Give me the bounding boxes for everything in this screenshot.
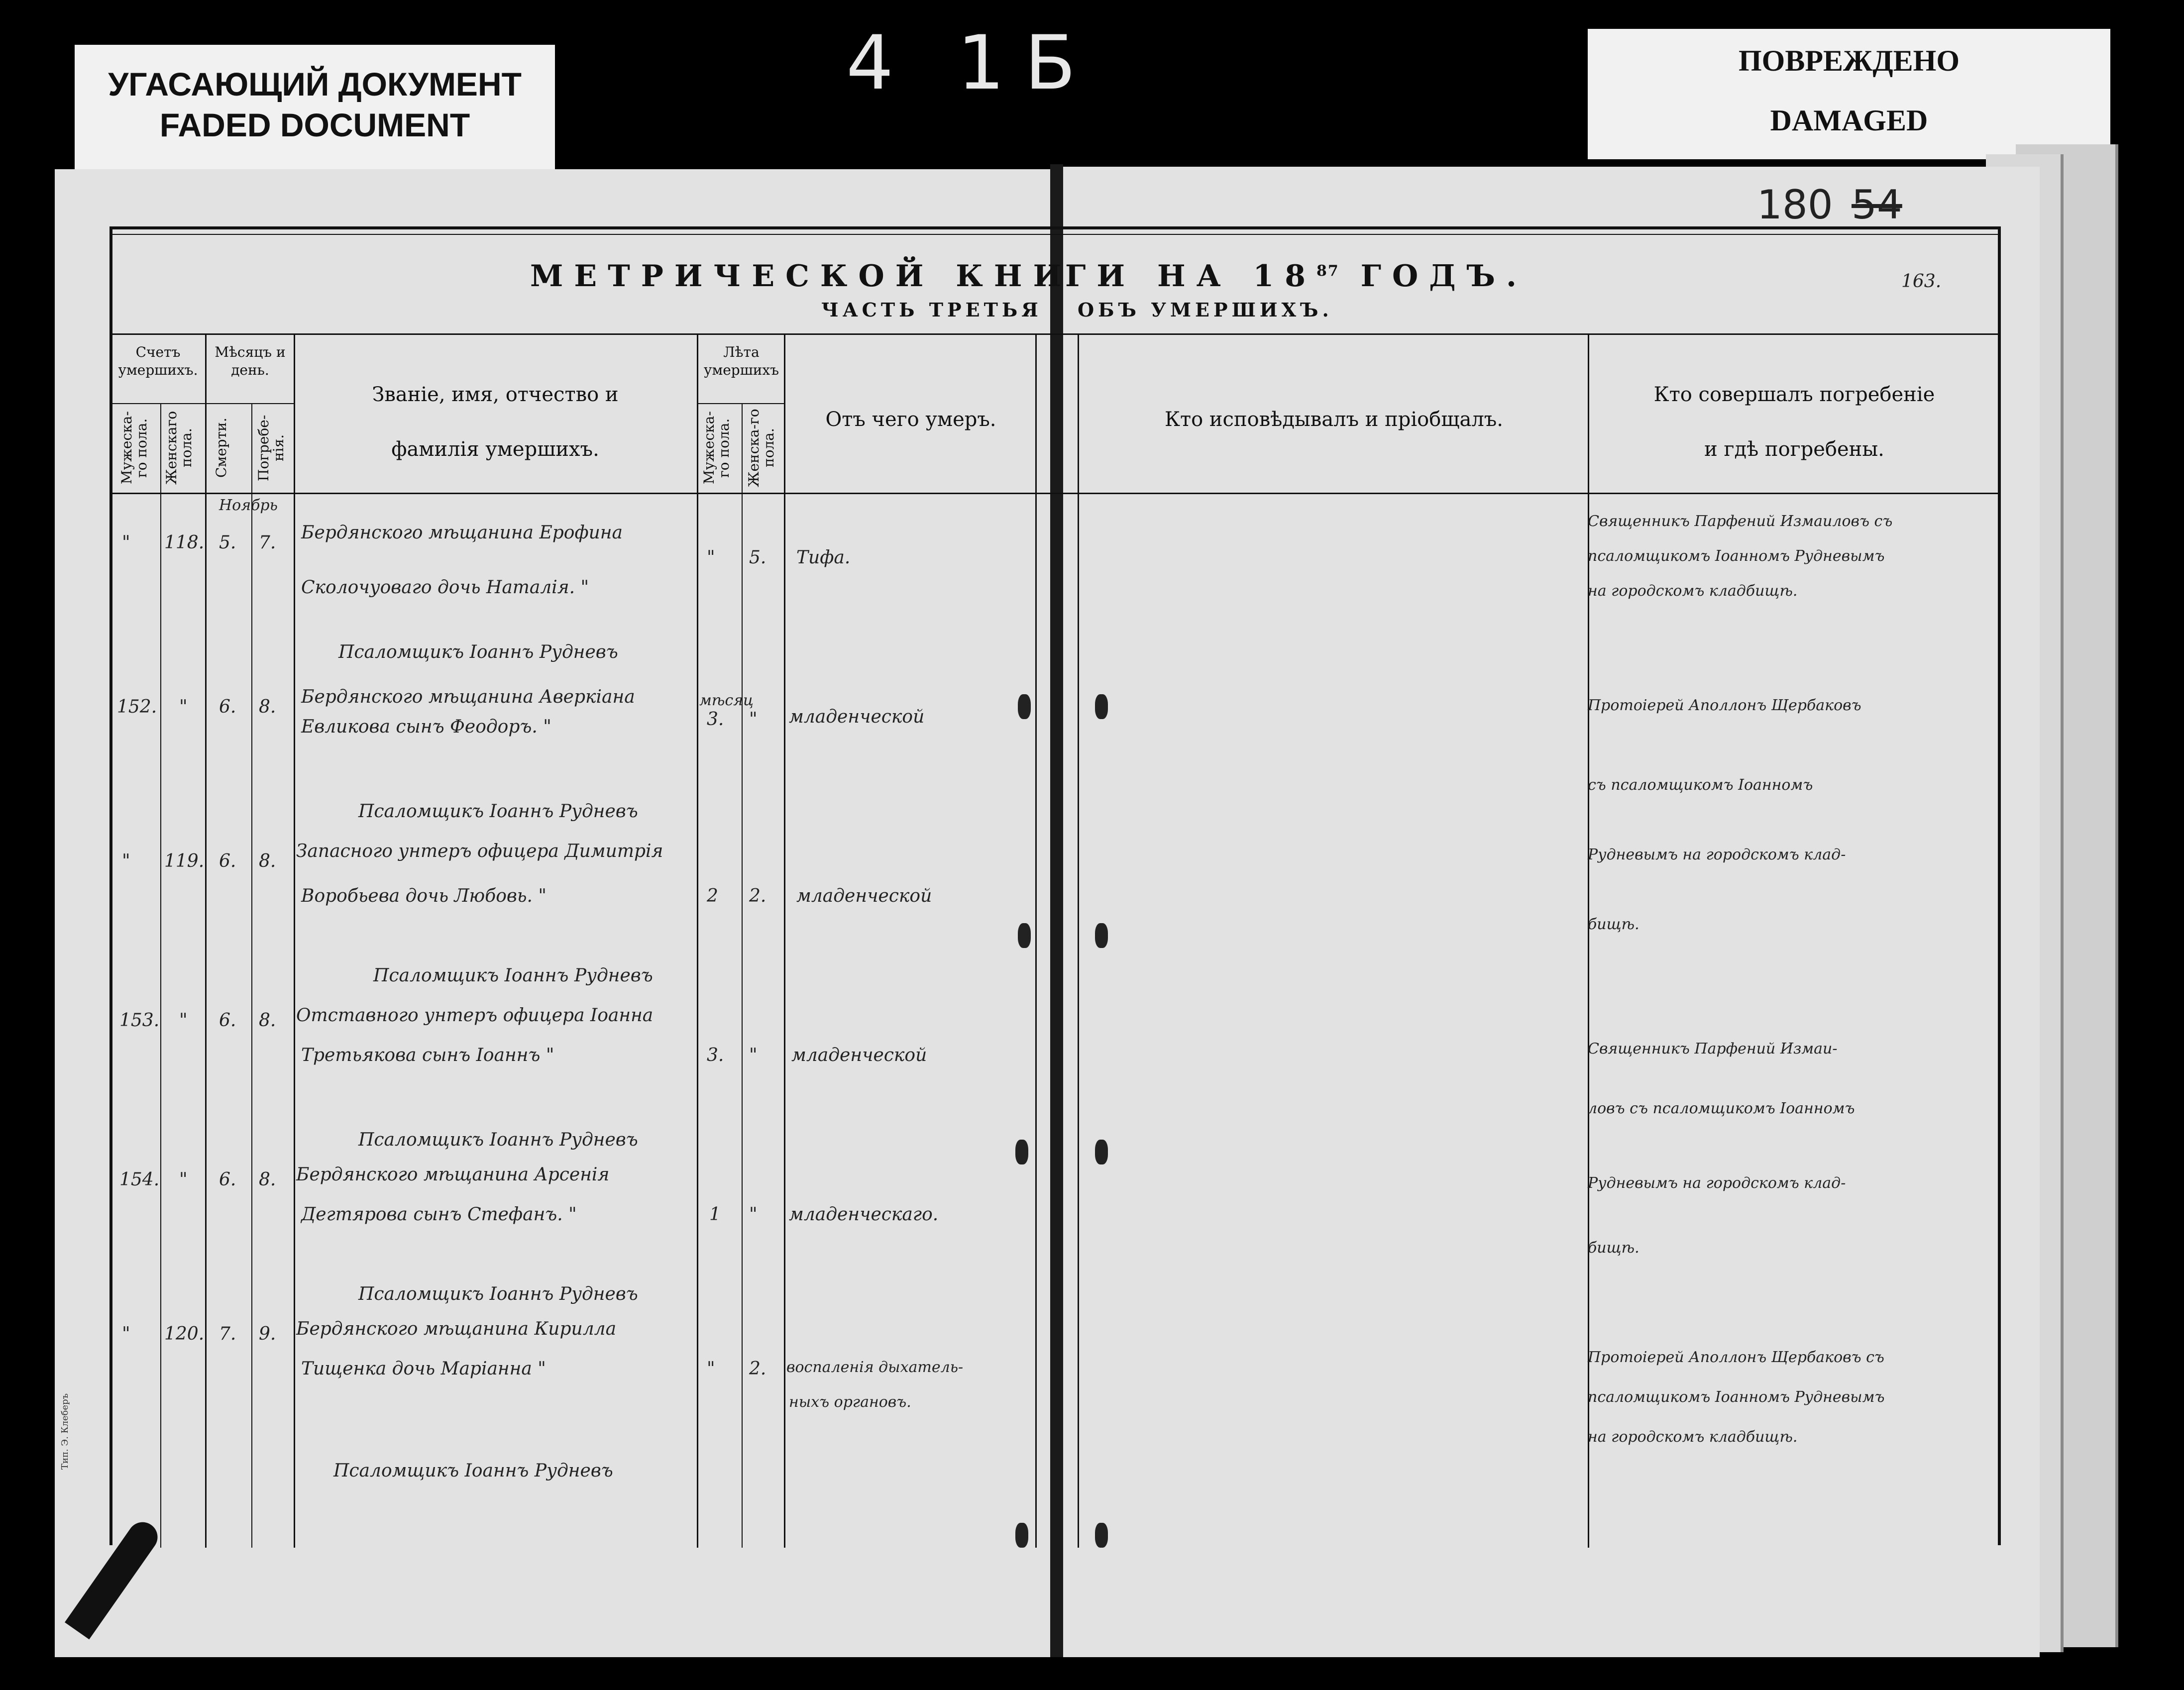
entry-age-male: 3.: [707, 709, 724, 730]
entry-burial-line: бищѣ.: [1588, 1239, 1639, 1257]
sub-rule: [109, 403, 294, 404]
entry-burial-line: на городскомъ кладбищѣ.: [1588, 1428, 1798, 1446]
entry-name-line: Бердянского мѣщанина Ерофина: [301, 523, 623, 543]
entry-burial-line: псаломщикомъ Іоанномъ Рудневымъ: [1588, 547, 1885, 565]
year-suffix: 87: [1316, 262, 1339, 280]
entry-name-line: Отставного унтеръ офицера Іоанна: [296, 1005, 654, 1026]
entry-burial-line: Рудневымъ на городскомъ клад-: [1588, 1174, 1846, 1192]
faded-label-ru: УГАСАЮЩИЙ ДОКУМЕНТ: [108, 66, 522, 103]
film-number: 4 1Б: [846, 20, 1096, 106]
book-title-left: МЕТРИЧЕСКОЙ КНИ: [530, 259, 1073, 294]
col-count-male: Мужеска-го пола.: [118, 411, 150, 485]
col-name-line2: фамилія умершихъ.: [391, 438, 599, 461]
col-divider: [784, 333, 785, 1548]
binding-hole: [1015, 1523, 1028, 1548]
col-name-line1: Званіе, имя, отчество и: [372, 383, 619, 406]
col-burial-date: Погребе-нія.: [255, 415, 287, 481]
entry-name-line: Дегтярова сынъ Стефанъ. ": [301, 1204, 577, 1225]
month-note: Ноябрь: [219, 497, 278, 514]
section-sub-right: ОБЪ УМЕРШИХЪ.: [1078, 299, 1333, 321]
col-age-male: Мужеска-го пола.: [701, 411, 732, 485]
entry-death-date: 6.: [219, 1010, 236, 1031]
col-divider: [1078, 333, 1079, 1548]
entry-burial-date: 8.: [259, 1169, 276, 1190]
entry-burial-line: псаломщикомъ Іоанномъ Рудневымъ: [1588, 1388, 1885, 1406]
entry-age-male: 3.: [707, 1045, 724, 1065]
entry-burial-date: 8.: [259, 697, 276, 717]
entry-male-no: ": [122, 532, 130, 553]
entry-name-line: Бердянского мѣщанина Кирилла: [296, 1319, 617, 1339]
binding-hole: [1018, 923, 1031, 948]
entry-burial-line: Рудневымъ на городскомъ клад-: [1588, 846, 1846, 863]
sub-divider: [160, 403, 161, 1548]
entry-cause-line2: ныхъ органовъ.: [789, 1393, 911, 1411]
entry-burial-line: Протоіерей Аполлонъ Щербаковъ: [1588, 697, 1861, 714]
entry-name-line: Псаломщикъ Іоаннъ Рудневъ: [338, 642, 618, 662]
entry-age-male: 2: [707, 886, 718, 906]
col-confessor: Кто исповѣдывалъ и пріобщалъ.: [1165, 408, 1503, 431]
entry-name-line: Псаломщикъ Іоаннъ Рудневъ: [358, 1284, 638, 1304]
entry-name-line: Псаломщикъ Іоаннъ Рудневъ: [333, 1461, 613, 1481]
section-sub-left: ЧАСТЬ ТРЕТЬЯ: [821, 299, 1042, 321]
entry-female-no: ": [179, 1010, 188, 1031]
entry-male-no: ": [122, 851, 130, 871]
entry-male-no: 153.: [119, 1010, 160, 1031]
entry-female-no: 120.: [164, 1324, 205, 1344]
entry-male-no: 152.: [117, 697, 157, 717]
col-burial-line2: и гдѣ погребены.: [1704, 438, 1884, 461]
col-divider: [294, 333, 295, 1548]
book-title-end: ГОДЪ.: [1360, 259, 1528, 294]
col-cause: Отъ чего умеръ.: [825, 408, 996, 431]
entry-age-female: ": [749, 1204, 758, 1225]
entry-age-male: ": [707, 1359, 715, 1379]
entry-name-line: Сколочуоваго дочь Наталія. ": [301, 577, 589, 598]
entry-female-no: 119.: [164, 851, 205, 871]
binding-hole: [1015, 1140, 1028, 1164]
page-stamp-number: 180: [1757, 182, 1833, 228]
entry-burial-line: съ псаломщикомъ Іоанномъ: [1588, 776, 1813, 794]
entry-age-female: 5.: [749, 547, 766, 568]
entry-name-line: Третьякова сынъ Іоаннъ ": [301, 1045, 554, 1065]
col-count-heading: Счетъ умершихъ.: [118, 344, 198, 378]
page-crossed-number: 54: [1852, 182, 1902, 228]
faded-document-label: [75, 45, 555, 169]
entry-name-line: Бердянского мѣщанина Аверкіана: [301, 687, 635, 707]
entry-male-no: 154.: [119, 1169, 160, 1190]
entry-burial-line: Протоіерей Аполлонъ Щербаковъ съ: [1588, 1349, 1884, 1366]
faded-label-en: FADED DOCUMENT: [159, 106, 470, 143]
entry-burial-line: Священникъ Парфений Измаиловъ съ: [1588, 513, 1893, 530]
entry-age-male: ": [707, 547, 715, 568]
header-rule: [109, 333, 2001, 335]
entry-age-female: 2.: [749, 886, 766, 906]
entry-name-line: Запасного унтеръ офицера Димитрія: [296, 841, 663, 861]
sub-divider: [742, 403, 743, 1548]
col-divider: [205, 333, 207, 1548]
entry-death-date: 5.: [219, 532, 236, 553]
damaged-label: [1588, 29, 2110, 159]
entry-age-female: 2.: [749, 1359, 766, 1379]
frame-left: [109, 226, 112, 1545]
col-month-heading: Мѣсяцъ и день.: [215, 344, 286, 378]
entry-name-line: Бердянского мѣщанина Арсенія: [296, 1164, 610, 1185]
entry-female-no: ": [179, 1169, 188, 1190]
entry-burial-date: 9.: [259, 1324, 276, 1344]
book-title-mid: ГИ НА 18: [1065, 259, 1316, 294]
entry-death-date: 6.: [219, 851, 236, 871]
entry-male-no: ": [122, 1324, 130, 1344]
sub-divider: [251, 403, 252, 1548]
entry-name-line: Тищенка дочь Маріанна ": [301, 1359, 546, 1379]
binding-hole: [1018, 694, 1031, 719]
entry-age-male: 1: [709, 1204, 721, 1225]
entry-age-female: ": [749, 709, 758, 730]
entry-name-line: Воробьева дочь Любовь. ": [301, 886, 546, 906]
entry-death-date: 6.: [219, 1169, 236, 1190]
col-count-female: Женскаго пола.: [163, 411, 195, 485]
entry-female-no: 118.: [164, 532, 205, 553]
entry-cause: младенческой: [789, 707, 925, 727]
entry-burial-line: на городскомъ кладбищѣ.: [1588, 582, 1798, 600]
binding-hole: [1095, 1140, 1108, 1164]
column-head-rule: [109, 493, 2001, 494]
frame-top-inner: [109, 234, 2001, 235]
sub-rule: [697, 403, 785, 404]
col-burial-line1: Кто совершалъ погребеніе: [1653, 383, 1935, 406]
entry-burial-date: 7.: [259, 532, 276, 553]
damaged-label-ru: ПОВРЕЖДЕНО: [1739, 44, 1960, 77]
entry-burial-date: 8.: [259, 1010, 276, 1031]
entry-cause: младенческой: [796, 886, 932, 906]
entry-cause: младенческой: [791, 1045, 927, 1065]
entry-burial-line: ловъ съ псаломщикомъ Іоанномъ: [1588, 1100, 1855, 1117]
entry-name-line: Евликова сынъ Феодоръ. ": [301, 717, 551, 737]
col-age-heading: Лѣта умершихъ: [703, 344, 779, 378]
entry-cause: воспаленія дыхатель-: [786, 1359, 964, 1376]
book-title-right: [1065, 259, 1528, 294]
frame-right: [1998, 226, 2001, 1545]
entry-death-date: 6.: [219, 697, 236, 717]
entry-burial-line: бищѣ.: [1588, 916, 1639, 933]
entry-name-line: Псаломщикъ Іоаннъ Рудневъ: [358, 801, 638, 822]
entry-death-date: 7.: [219, 1324, 236, 1344]
printer-mark: Тип. Э. Клеберъ: [60, 1393, 70, 1470]
folio-number: 163.: [1901, 271, 1942, 292]
entry-age-female: ": [749, 1045, 758, 1065]
book-binding: [1050, 164, 1063, 1657]
entry-name-line: Псаломщикъ Іоаннъ Рудневъ: [373, 965, 653, 986]
col-divider: [1035, 333, 1037, 1548]
frame-top: [109, 226, 2001, 229]
entry-cause: Тифа.: [796, 547, 851, 568]
entry-name-line: Псаломщикъ Іоаннъ Рудневъ: [358, 1130, 638, 1150]
entry-age-note: мѣсяц: [699, 692, 754, 709]
entry-female-no: ": [179, 697, 188, 717]
binding-hole: [1095, 923, 1108, 948]
binding-hole: [1095, 1523, 1108, 1548]
entry-burial-date: 8.: [259, 851, 276, 871]
damaged-label-en: DAMAGED: [1770, 104, 1928, 137]
binding-hole: [1095, 694, 1108, 719]
col-age-female: Женска-го пола.: [746, 409, 777, 487]
entry-cause: младенческаго.: [789, 1204, 939, 1225]
col-death: Смерти.: [213, 418, 229, 478]
col-divider: [697, 333, 698, 1548]
entry-burial-line: Священникъ Парфений Измаи-: [1588, 1040, 1838, 1057]
